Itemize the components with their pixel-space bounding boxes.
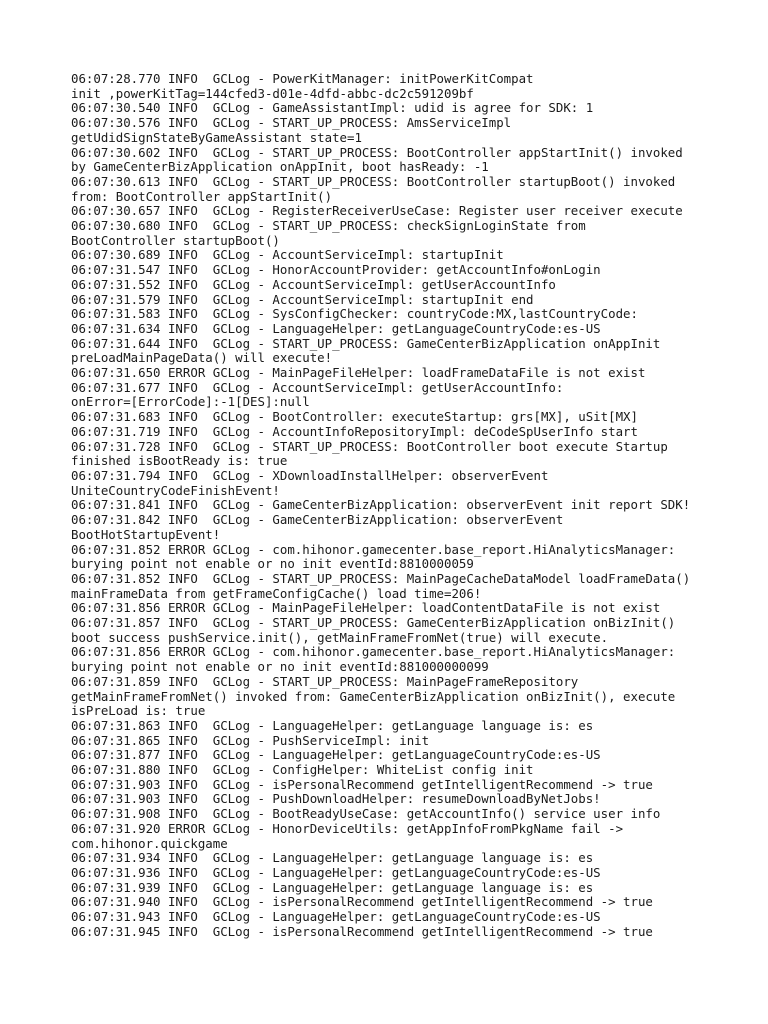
log-line: 06:07:31.683 INFO GCLog - BootController: executeStartup: grs[MX], uSit[MX]	[71, 409, 638, 425]
log-line: 06:07:31.943 INFO GCLog - LanguageHelper: getLanguageCountryCode:es-US	[71, 909, 601, 925]
log-line: getUdidSignStateByGameAssistant state=1	[71, 129, 362, 145]
log-line: 06:07:30.657 INFO GCLog - RegisterReceiverUseCase: Register user receiver execute	[71, 203, 683, 219]
log-line: 06:07:30.613 INFO GCLog - START_UP_PROCESS: BootController startupBoot() invoked	[71, 173, 676, 189]
log-line: 06:07:31.880 INFO GCLog - ConfigHelper: WhiteList config init	[71, 762, 534, 778]
log-line: 06:07:31.939 INFO GCLog - LanguageHelper: getLanguage language is: es	[71, 879, 594, 895]
log-line: 06:07:30.680 INFO GCLog - START_UP_PROCESS: checkSignLoginState from	[71, 218, 586, 234]
log-line: 06:07:31.856 ERROR GCLog - com.hihonor.gamecenter.base_report.HiAnalyticsManager:	[71, 644, 676, 660]
log-line: BootHotStartupEvent!	[71, 526, 221, 542]
log-line: 06:07:31.865 INFO GCLog - PushServiceImpl: init	[71, 732, 430, 748]
log-line: 06:07:31.547 INFO GCLog - HonorAccountProvider: getAccountInfo#onLogin	[71, 262, 601, 278]
log-line: BootController startupBoot()	[71, 232, 280, 248]
log-line: 06:07:31.857 INFO GCLog - START_UP_PROCESS: GameCenterBizApplication onBizInit()	[71, 615, 676, 631]
log-line: 06:07:31.940 INFO GCLog - isPersonalRecommend getIntelligentRecommend -> true	[71, 894, 653, 910]
log-text-block	[71, 72, 751, 939]
log-line: 06:07:31.583 INFO GCLog - SysConfigChecker: countryCode:MX,lastCountryCode:	[71, 306, 638, 322]
log-line: 06:07:31.579 INFO GCLog - AccountServiceImpl: startupInit end	[71, 291, 534, 307]
log-line: 06:07:31.908 INFO GCLog - BootReadyUseCase: getAccountInfo() service user info	[71, 806, 661, 822]
log-line: 06:07:31.650 ERROR GCLog - MainPageFileHelper: loadFrameDataFile is not exist	[71, 365, 646, 381]
log-line: UniteCountryCodeFinishEvent!	[71, 482, 280, 498]
log-line: 06:07:31.677 INFO GCLog - AccountServiceImpl: getUserAccountInfo:	[71, 379, 564, 395]
log-line: 06:07:31.841 INFO GCLog - GameCenterBizApplication: observerEvent init report SDK!	[71, 497, 691, 513]
log-line: 06:07:31.719 INFO GCLog - AccountInfoRepositoryImpl: deCodeSpUserInfo start	[71, 423, 638, 439]
log-line: 06:07:31.945 INFO GCLog - isPersonalRecommend getIntelligentRecommend -> true	[71, 923, 653, 939]
log-line: 06:07:30.689 INFO GCLog - AccountServiceImpl: startupInit	[71, 247, 504, 263]
log-line: by GameCenterBizApplication onAppInit, boot hasReady: -1	[71, 159, 489, 175]
log-line: 06:07:31.842 INFO GCLog - GameCenterBizApplication: observerEvent	[71, 512, 564, 528]
log-line: 06:07:31.852 ERROR GCLog - com.hihonor.gamecenter.base_report.HiAnalyticsManager:	[71, 541, 676, 557]
log-line: burying point not enable or no init eventId:881000000099	[71, 659, 489, 675]
log-line: 06:07:31.644 INFO GCLog - START_UP_PROCESS: GameCenterBizApplication onAppInit	[71, 335, 661, 351]
log-line: isPreLoad is: true	[71, 703, 206, 719]
log-line: onError=[ErrorCode]:-1[DES]:null	[71, 394, 310, 410]
log-line: burying point not enable or no init eventId:8810000059	[71, 556, 474, 572]
log-line: 06:07:31.728 INFO GCLog - START_UP_PROCESS: BootController boot execute Startup	[71, 438, 668, 454]
log-line: mainFrameData from getFrameConfigCache() load time=206!	[71, 585, 482, 601]
log-line: 06:07:31.877 INFO GCLog - LanguageHelper: getLanguageCountryCode:es-US	[71, 747, 601, 763]
log-line: 06:07:31.903 INFO GCLog - PushDownloadHelper: resumeDownloadByNetJobs!	[71, 791, 601, 807]
log-line: finished isBootReady is: true	[71, 453, 288, 469]
log-line: from: BootController appStartInit()	[71, 188, 333, 204]
log-line: 06:07:30.602 INFO GCLog - START_UP_PROCESS: BootController appStartInit() invoked	[71, 144, 683, 160]
log-line: 06:07:31.859 INFO GCLog - START_UP_PROCESS: MainPageFrameRepository	[71, 673, 579, 689]
log-line: 06:07:31.634 INFO GCLog - LanguageHelper: getLanguageCountryCode:es-US	[71, 320, 601, 336]
log-line: 06:07:28.770 INFO GCLog - PowerKitManager: initPowerKitCompat	[71, 71, 534, 86]
log-line: 06:07:31.794 INFO GCLog - XDownloadInstallHelper: observerEvent	[71, 467, 549, 483]
log-line: 06:07:31.936 INFO GCLog - LanguageHelper: getLanguageCountryCode:es-US	[71, 864, 601, 880]
log-line: 06:07:31.863 INFO GCLog - LanguageHelper: getLanguage language is: es	[71, 717, 594, 733]
log-line: 06:07:31.934 INFO GCLog - LanguageHelper: getLanguage language is: es	[71, 850, 594, 866]
log-line: getMainFrameFromNet() invoked from: GameCenterBizApplication onBizInit(), execute	[71, 688, 676, 704]
log-line: init ,powerKitTag=144cfed3-d01e-4dfd-abbc-dc2c591209bf	[71, 85, 474, 101]
log-line: boot success pushService.init(), getMainFrameFromNet(true) will execute.	[71, 629, 609, 645]
log-line: 06:07:31.852 INFO GCLog - START_UP_PROCESS: MainPageCacheDataModel loadFrameData()	[71, 570, 691, 586]
log-line: 06:07:30.540 INFO GCLog - GameAssistantImpl: udid is agree for SDK: 1	[71, 100, 594, 116]
log-line: com.hihonor.quickgame	[71, 835, 228, 851]
log-line: preLoadMainPageData() will execute!	[71, 350, 333, 366]
log-line: 06:07:30.576 INFO GCLog - START_UP_PROCESS: AmsServiceImpl	[71, 115, 512, 131]
log-line: 06:07:31.920 ERROR GCLog - HonorDeviceUtils: getAppInfoFromPkgName fail ->	[71, 820, 624, 836]
log-line: 06:07:31.856 ERROR GCLog - MainPageFileHelper: loadContentDataFile is not exist	[71, 600, 661, 616]
log-line: 06:07:31.552 INFO GCLog - AccountServiceImpl: getUserAccountInfo	[71, 276, 556, 292]
log-line: 06:07:31.903 INFO GCLog - isPersonalRecommend getIntelligentRecommend -> true	[71, 776, 653, 792]
